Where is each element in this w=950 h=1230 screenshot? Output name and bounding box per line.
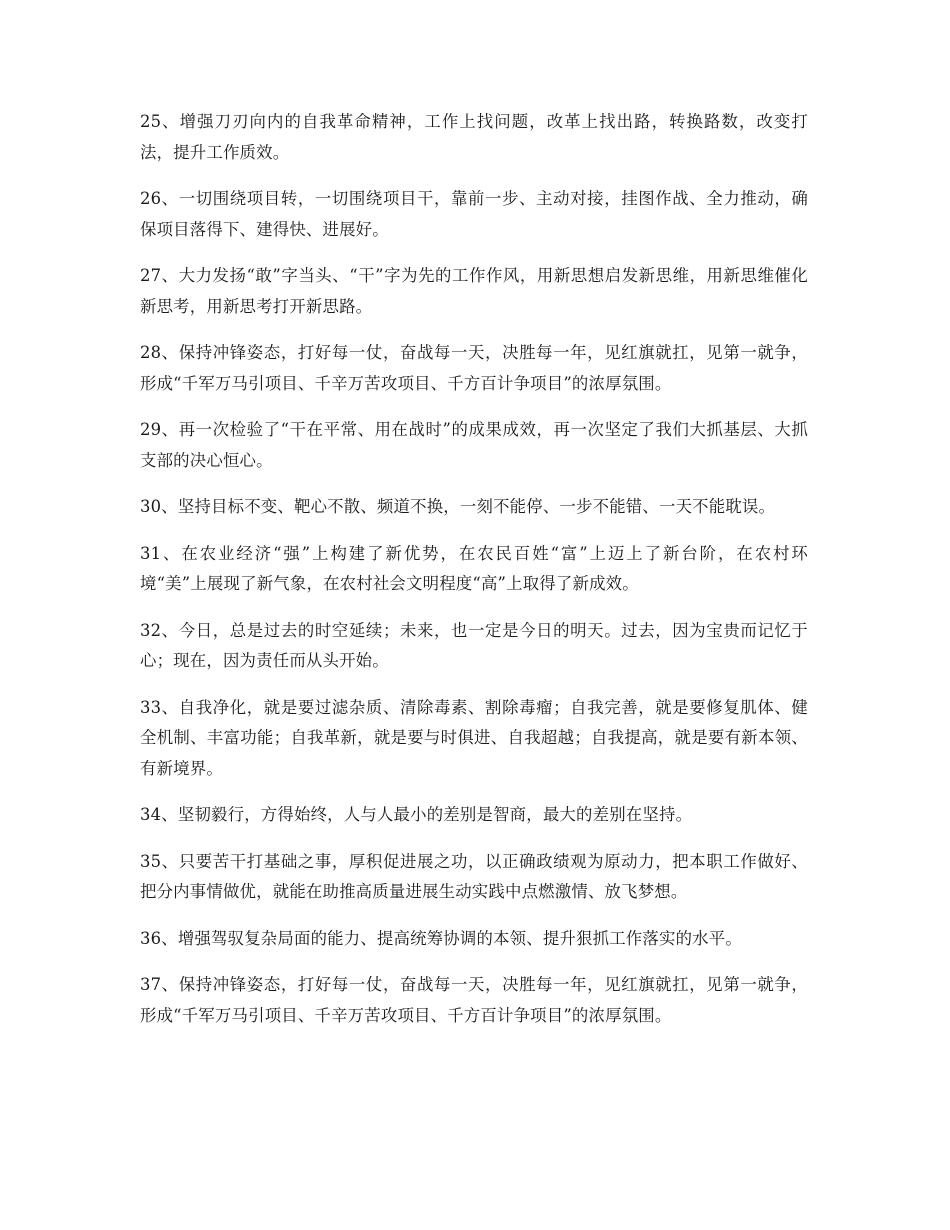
paragraph-29: 29、再一次检验了“干在平常、用在战时”的成果成效，再一次坚定了我们大抓基层、大抓支部的决心恒心。 xyxy=(140,420,808,470)
paragraph-27: 27、大力发扬“敢”字当头、“干”字为先的工作作风，用新思想启发新思维，用新思维催化新思考，用新思考打开新思路。 xyxy=(140,266,808,316)
paragraph-25: 25、增强刀刃向内的自我革命精神，工作上找问题，改革上找出路，转换路数，改变打法，提升工作质效。 xyxy=(140,112,808,162)
paragraph-37: 37、保持冲锋姿态，打好每一仗，奋战每一天，决胜每一年，见红旗就扛，见第一就争，形成“千军万马引项目、千辛万苦攻项目、千方百计争项目”的浓厚氛围。 xyxy=(140,975,808,1025)
paragraph-35: 35、只要苦干打基础之事，厚积促进展之功，以正确政绩观为原动力，把本职工作做好、把分内事情做优，就能在助推高质量进展生动实践中点燃激情、放飞梦想。 xyxy=(140,851,808,901)
paragraph-28: 28、保持冲锋姿态，打好每一仗，奋战每一天，决胜每一年，见红旗就扛，见第一就争，形成“千军万马引项目、千辛万苦攻项目、千方百计争项目”的浓厚氛围。 xyxy=(140,343,808,393)
paragraph-26: 26、一切围绕项目转，一切围绕项目干，靠前一步、主动对接，挂图作战、全力推动，确保项目落得下、建得快、进展好。 xyxy=(140,189,808,239)
paragraph-30: 30、坚持目标不变、靶心不散、频道不换，一刻不能停、一步不能错、一天不能耽误。 xyxy=(140,497,776,516)
document-body xyxy=(140,107,808,1047)
paragraph-33: 33、自我净化，就是要过滤杂质、清除毒素、割除毒瘤；自我完善，就是要修复肌体、健全机制、丰富功能；自我革新，就是要与时俱进、自我超越；自我提高，就是要有新本领、有新境界。 xyxy=(140,697,808,778)
paragraph-32: 32、今日，总是过去的时空延续；未来，也一定是今日的明天。过去，因为宝贵而记忆于心；现在，因为责任而从头开始。 xyxy=(140,620,808,670)
paragraph-31: 31、在农业经济“强”上构建了新优势，在农民百姓“富”上迈上了新台阶，在农村环境“美”上展现了新气象，在农村社会文明程度“高”上取得了新成效。 xyxy=(140,543,808,593)
paragraph-34: 34、坚韧毅行，方得始终，人与人最小的差别是智商，最大的差别在坚持。 xyxy=(140,805,693,824)
paragraph-36: 36、增强驾驭复杂局面的能力、提高统筹协调的本领、提升狠抓工作落实的水平。 xyxy=(140,928,742,948)
